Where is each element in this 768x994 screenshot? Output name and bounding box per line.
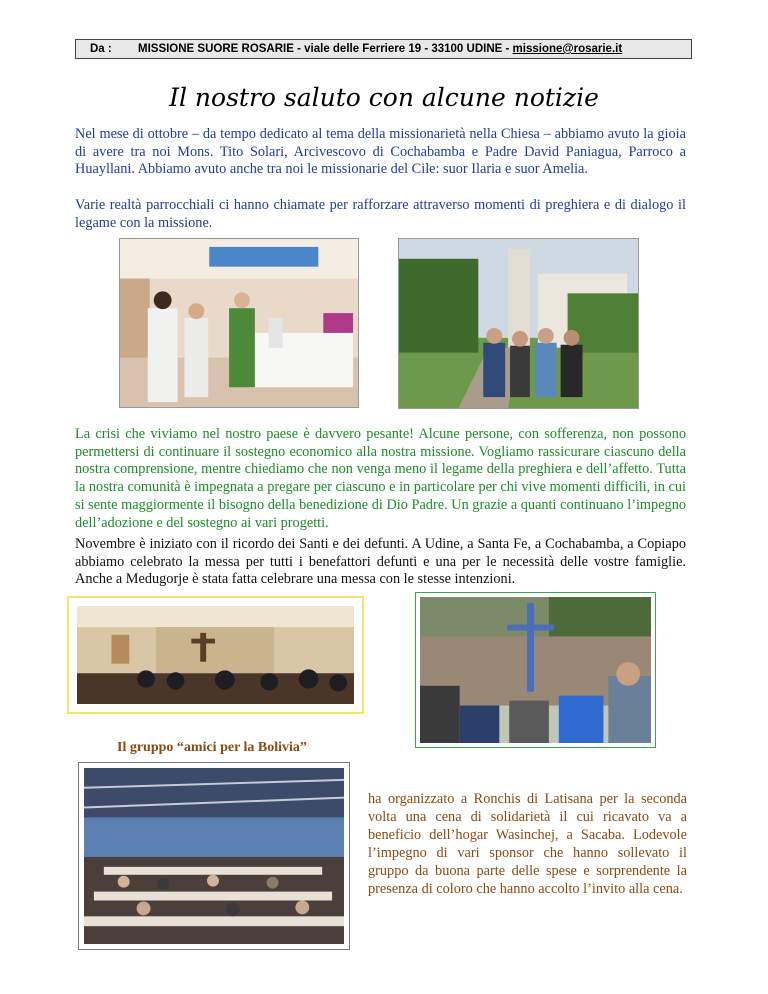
sender-address <box>138 40 622 58</box>
photo-group-outdoors <box>398 238 639 409</box>
photo-medjugorje-cross <box>415 592 656 748</box>
intro-paragraph: Nel mese di ottobre – da tempo dedicato al tema della missionarietà nella Chiesa – abbiamo avuto la gioia di avere tra noi Mons. Tito Solari, Arcivescovo di Cochabamba e Padre David Paniagua, Parroco a Huayllani. Abbiamo avuto anche tra noi le missionarie del Cile: suor Ilaria e suor Amelia. <box>75 126 686 178</box>
crisis-paragraph: La crisi che viviamo nel nostro paese è davvero pesante! Alcune persone, con sofferenza, non possono permettersi di continuare il sostegno economico alla nostra missione. Vogliamo rassicurare ciascuno della nostra comprensione, mentre chiediamo che non venga meno il legame della preghiera e dell’affetto. Tutta la nostra comunità è impegnata a pregare per ciascuno e in particolare per chi vive momenti difficili, in cui si sente maggiormente il bisogno della benedizione di Dio Padre. Un grazie a quanti continuano l’impegno dell’adozione e del sostegno ai vari progetti. <box>75 426 686 531</box>
dinner-description: ha organizzato a Ronchis di Latisana per la seconda volta una cena di solidarietà il cui ricavato va a beneficio dell’hogar Wasinchej, a Sacaba. Lodevole l’impegno di vari sponsor che hanno sollevato il gruppo da buona parte delle spese e sorprendente la presenza di coloro che hanno accolto l’invito alla cena. <box>368 791 687 897</box>
email-link[interactable]: missione@rosarie.it <box>512 43 623 55</box>
group-caption: Il gruppo “amici per la Bolivia” <box>117 740 307 755</box>
photo-chapel-prayer <box>67 596 364 714</box>
intro-paragraph-2: Varie realtà parrocchiali ci hanno chiamate per rafforzare attraverso momenti di preghiera e di dialogo il legame con la missione. <box>75 197 686 231</box>
address-text: MISSIONE SUORE ROSARIE - viale delle Ferriere 19 - 33100 UDINE - <box>138 43 513 55</box>
from-label: Da : <box>90 43 112 55</box>
photo-solidarity-dinner <box>78 762 350 950</box>
page-title: Il nostro saluto con alcune notizie <box>169 83 599 112</box>
photo-mass-celebration <box>119 238 359 408</box>
november-paragraph: Novembre è iniziato con il ricordo dei Santi e dei defunti. A Udine, a Santa Fe, a Cochabamba, a Copiapo abbiamo celebrato la messa per tutti i benefattori defunti e una per le necessità delle vostre famiglie. Anche a Medugorje è stata fatta celebrare una messa con le stesse intenzioni. <box>75 536 686 588</box>
sender-header <box>75 39 692 59</box>
